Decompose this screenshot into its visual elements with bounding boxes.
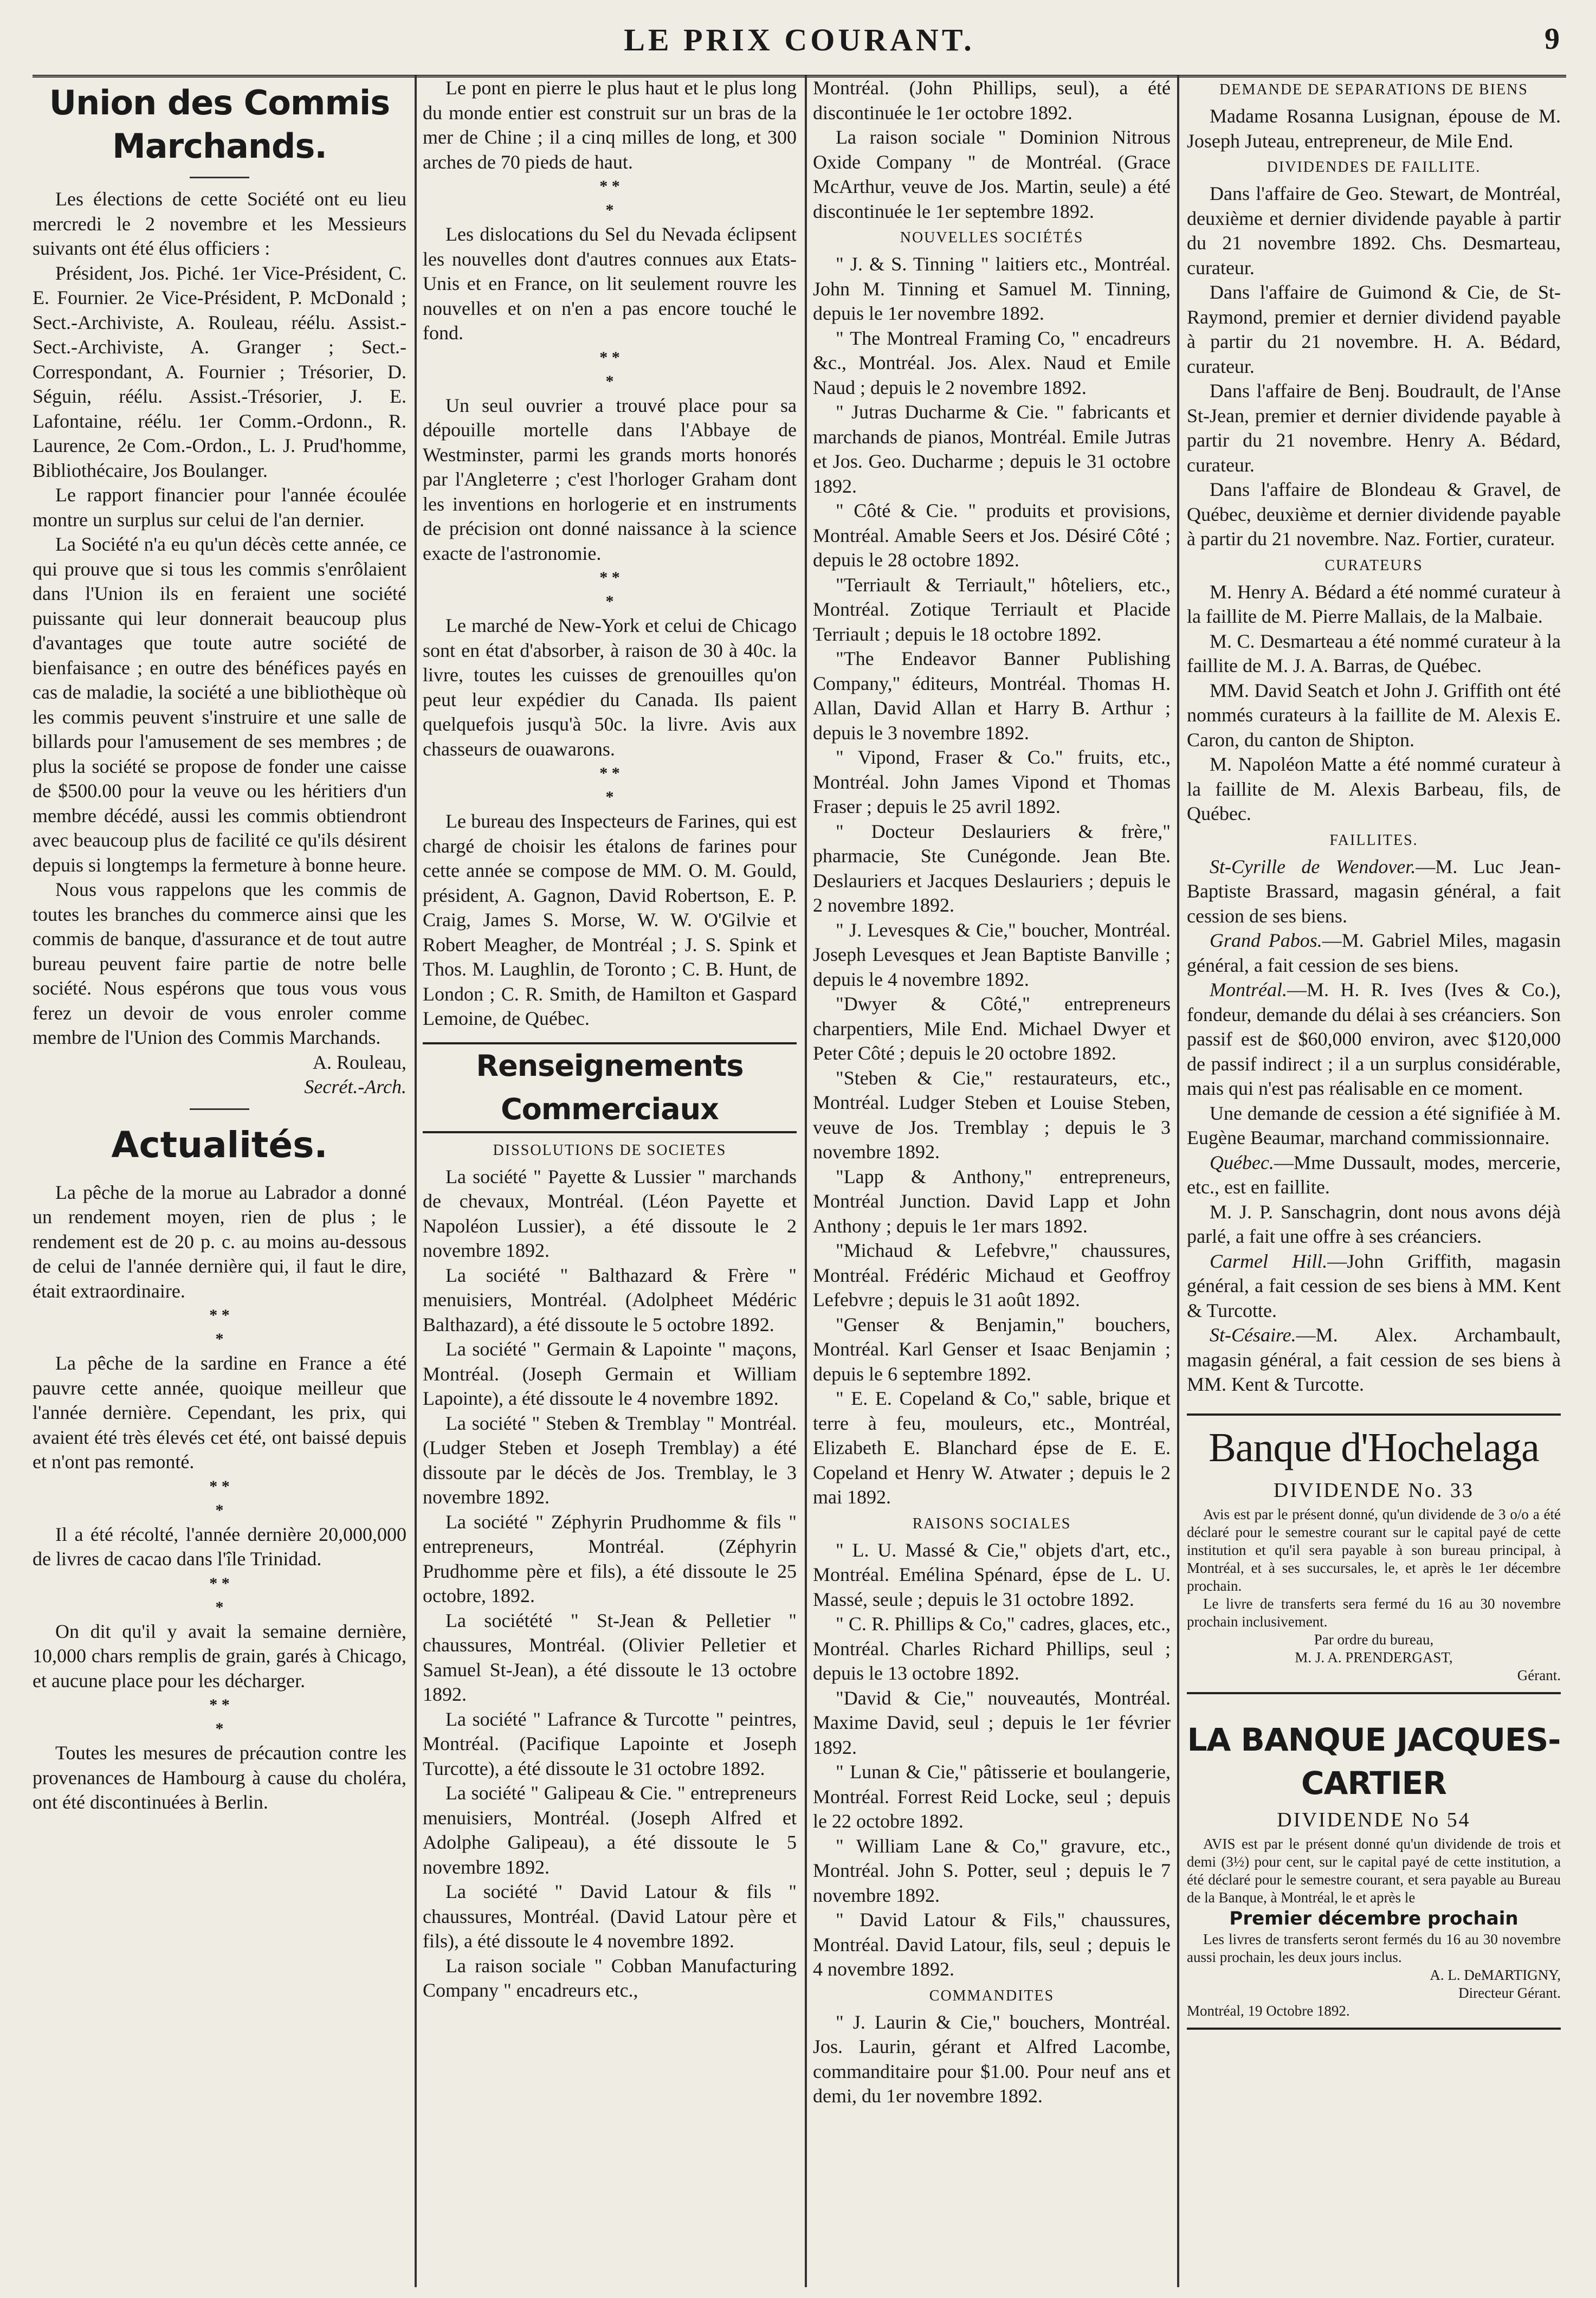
faillite-item: [1187, 928, 1561, 978]
dividend-item: Dans l'affaire de Benj. Boudrault, de l'Anse St-Jean, premier et dernier dividende payable à partir du 21 novembre. Henry A. Bédard, curateur.: [1187, 380, 1561, 476]
news-item: Il a été récolté, l'année dernière 20,000,000 de livres de cacao dans l'île Trinidad.: [33, 1523, 406, 1570]
column-rule: [1177, 76, 1179, 2287]
continued-item: Montréal. (John Phillips, seul), a été discontinuée le 1er octobre 1892.: [813, 77, 1171, 124]
column-rule: [415, 76, 417, 2287]
raison-sociale-item: " David Latour & Fils," chaussures, Montréal. David Latour, fils, seul ; depuis le 4 novembre 1892.: [813, 1909, 1171, 1980]
faillite-item: [1187, 1323, 1561, 1397]
faillite-item: [1187, 1249, 1561, 1324]
section-subheading: CURATEURS: [1324, 557, 1423, 574]
section-subheading: DEMANDE DE SEPARATIONS DE BIENS: [1219, 81, 1528, 98]
section-subheading: DISSOLUTIONS DE SOCIETES: [493, 1141, 727, 1159]
asterism-divider: * * *: [599, 177, 620, 219]
signer-role: Gérant.: [1517, 1667, 1561, 1683]
new-company-item: " The Montreal Framing Co, " encadreurs &c., Montréal. Jos. Alex. Naud et Emile Naud ; depuis le 2 novembre 1892.: [813, 327, 1171, 398]
signature-name: A. Rouleau,: [313, 1051, 406, 1073]
faillite-place: Québec.: [1210, 1151, 1274, 1173]
raison-sociale-item: "David & Cie," nouveautés, Montréal. Maxime David, seul ; depuis le 1er février 1892.: [813, 1687, 1171, 1758]
news-item: Les dislocations du Sel du Nevada éclipsent les nouvelles dont d'autres connues aux Etats-Unis et en France, on lit seulement rouvre les nouvelles et on n'en a pas encore touché le fond.: [423, 223, 797, 344]
raison-sociale-item: " William Lane & Co," gravure, etc., Montréal. John S. Potter, seul ; depuis le 7 novembre 1892.: [813, 1835, 1171, 1906]
dissolution-item: La société " David Latour & fils " chaussures, Montréal. (David Latour père et fils), a été dissoute le 4 novembre 1892.: [423, 1881, 797, 1952]
news-item: Le marché de New-York et celui de Chicago sont en état d'absorber, à raison de 30 à 40c. la livre, toutes les cuisses de grenouilles qu'on peut leur expédier du Canada. Ils paient quelquefois jusqu'à 50c. la livre. Avis aux chasseurs de ouawarons.: [423, 615, 797, 760]
faillite-item: [1187, 855, 1561, 929]
column-1: [33, 76, 414, 2287]
section-subheading: FAILLITES.: [1329, 831, 1418, 849]
news-item: Le pont en pierre le plus haut et le plus long du monde entier est construit sur un bras de la mer de Chine ; il a cinq milles de long, et 300 arches de 70 pieds de haut.: [423, 77, 797, 173]
faillite-place: St-Césaire.: [1210, 1324, 1296, 1346]
new-company-item: "Lapp & Anthony," entrepreneurs, Montréal Junction. David Lapp et John Anthony ; depuis le 1er mars 1892.: [813, 1165, 1171, 1237]
dissolution-item: La raison sociale " Dominion Nitrous Oxide Company " de Montréal. (Grace McArthur, veuve de Jos. Martin, seule) a été discontinuée le 1er septembre 1892.: [813, 126, 1171, 222]
news-item: On dit qu'il y avait la semaine dernière, 10,000 chars remplis de grain, garés à Chicago, et aucune place pour les décharger.: [33, 1620, 406, 1692]
ad-body: [1187, 1506, 1561, 1684]
dissolution-item: La sociétété " St-Jean & Pelletier " chaussures, Montréal. (Olivier Pelletier et Samuel St-Jean), a été dissoute le 13 octobre 1892.: [423, 1609, 797, 1705]
separation-item: Madame Rosanna Lusignan, épouse de M. Joseph Juteau, entrepreneur, de Mile End.: [1187, 105, 1561, 152]
dissolution-item: La société " Balthazard & Frère " menuisiers, Montréal. (Adolpheet Médéric Balthazard), a été dissoute le 5 octobre 1892.: [423, 1264, 797, 1335]
signer-role: Directeur Gérant.: [1458, 1984, 1561, 2001]
faillite-text: —M. Alex. Archambault, magasin général, a fait cession de ses biens à MM. Kent & Turcotte.: [1187, 1324, 1561, 1395]
signature-role: Secrét.-Arch.: [304, 1076, 406, 1098]
new-company-item: " J. Levesques & Cie," boucher, Montréal. Joseph Levesques et Jean Baptiste Banville ; depuis le 4 novembre 1892.: [813, 919, 1171, 990]
article-paragraph: Les élections de cette Société ont eu lieu mercredi le 2 novembre et les Messieurs suivants ont été élus officiers :: [33, 188, 406, 259]
faillite-text: Une demande de cession a été signifiée à M. Eugène Beaumar, marchand commissionnaire.: [1187, 1102, 1561, 1148]
raison-sociale-item: " Lunan & Cie," pâtisserie et boulangerie, Montréal. Forrest Reid Locke, seul ; depuis le 22 octobre 1892.: [813, 1761, 1171, 1832]
column-4: [1187, 76, 1561, 2287]
new-company-item: "Steben & Cie," restaurateurs, etc., Montréal. Ludger Steben et Louise Steben, veuve de Jos. Tremblay ; depuis le 3 novembre 1892.: [813, 1067, 1171, 1163]
ad-date: Montréal, 19 Octobre 1892.: [1187, 2002, 1350, 2019]
news-item: Toutes les mesures de précaution contre les provenances de Hambourg à cause du choléra, ont été discontinuées à Berlin.: [33, 1742, 406, 1813]
curator-item: M. Napoléon Matte a été nommé curateur à la faillite de M. Alexis Barbeau, fils, de Québec.: [1187, 753, 1561, 824]
dissolution-item: La raison sociale " Cobban Manufacturing Company " encadreurs etc.,: [423, 1954, 797, 2001]
curator-item: M. C. Desmarteau a été nommé curateur à la faillite de M. J. A. Barras, de Québec.: [1187, 630, 1561, 676]
faillite-item: [1187, 1151, 1561, 1200]
new-company-item: " J. & S. Tinning " laitiers etc., Montréal. John M. Tinning et Samuel M. Tinning, depuis le 1er novembre 1892.: [813, 253, 1171, 324]
banque-jacques-cartier-title: LA BANQUE JACQUES-CARTIER: [1187, 1721, 1561, 1802]
faillite-item: [1187, 1200, 1561, 1249]
new-company-item: "Dwyer & Côté," entrepreneurs charpentiers, Mile End. Michael Dwyer et Peter Côté ; depuis le 20 octobre 1892.: [813, 993, 1171, 1064]
ad-paragraph: Les livres de transferts seront fermés du 16 au 30 novembre aussi prochain, les deux jours inclus.: [1187, 1931, 1561, 1965]
column-rule: [805, 76, 807, 2287]
curator-item: MM. David Seatch et John J. Griffith ont été nommés curateurs à la faillite de M. Alexis E. Caron, du canton de Shipton.: [1187, 679, 1561, 751]
new-company-item: "Michaud & Lefebvre," chaussures, Montréal. Frédéric Michaud et Geoffroy Lefebvre ; depuis le 31 août 1892.: [813, 1240, 1171, 1311]
column-2: [423, 76, 797, 2287]
dissolution-item: La société " Steben & Tremblay " Montréal. (Ludger Steben et Joseph Tremblay) a été dissoute par le décès de Jos. Tremblay, le 3 novembre 1892.: [423, 1412, 797, 1508]
article-paragraph: Le rapport financier pour l'année écoulée montre un surplus sur celui de l'an dernier.: [33, 484, 406, 531]
actualites-heading: Actualités.: [111, 1124, 328, 1166]
new-company-item: " Vipond, Fraser & Co." fruits, etc., Montréal. John James Vipond et Thomas Fraser ; depuis le 25 avril 1892.: [813, 746, 1171, 817]
curator-item: M. Henry A. Bédard a été nommé curateur à la faillite de M. Pierre Mallais, de la Malbaie.: [1187, 580, 1561, 627]
raison-sociale-item: " C. R. Phillips & Co," cadres, glaces, etc., Montréal. Charles Richard Phillips, seul ; depuis le 13 octobre 1892.: [813, 1613, 1171, 1684]
faillite-item: [1187, 1101, 1561, 1151]
ad-body: [1187, 1835, 1561, 2020]
bank-hochelaga-ad: [1187, 1413, 1561, 1694]
section-subheading: DIVIDENDES DE FAILLITE.: [1267, 159, 1481, 176]
banque-jacques-cartier-ad: [1187, 1710, 1561, 2030]
asterism-divider: * * *: [599, 348, 620, 390]
new-company-item: "The Endeavor Banner Publishing Company," éditeurs, Montréal. Thomas H. Allan, David Allan et Harry B. Arthur ; depuis le 3 novembre 1892.: [813, 648, 1171, 744]
news-item: Un seul ouvrier a trouvé place pour sa dépouille mortelle dans l'Abbaye de Westminster, parmi les grands morts honorés par l'Angleterre ; c'est l'horloger Graham dont les inventions en horlogerie et en instruments de précision ont donné naissance à la science exacte de l'astronomie.: [423, 394, 797, 564]
section-subheading: NOUVELLES SOCIÉTÉS: [900, 229, 1084, 246]
dissolution-item: La société " Galipeau & Cie. " entrepreneurs menuisiers, Montréal. (Joseph Alfred et Adolphe Galipeau), a été dissoute le 5 novembre 1892.: [423, 1782, 797, 1878]
faillite-text: —M. Gabriel Miles, magasin général, a fait cession de ses biens.: [1187, 929, 1561, 976]
newspaper-title: LE PRIX COURANT.: [624, 22, 975, 57]
faillite-place: Grand Pabos.: [1210, 929, 1322, 951]
article-paragraph: Président, Jos. Piché. 1er Vice-Président, C. E. Fournier. 2e Vice-Président, P. McDonald ; Sect.-Archiviste, A. Rouleau, réélu. Assist.-Sect.-Archiviste, A. Granger ; Sect.-Correspondant, A. Fournier ; Trésorier, D. Séguin, réélu. Assist.-Trésorier, J. E. Lafontaine, réélu. 1er Comm.-Ordonn., R. Laurence, 2e Com.-Ordon., L. J. Prud'homme, Bibliothécaire, Jos Boulanger.: [33, 262, 406, 481]
dividend-number: DIVIDENDE No 54: [1277, 1808, 1471, 1831]
dissolution-item: La société " Germain & Lapointe " maçons, Montréal. (Joseph Germain et William Lapointe), a été dissoute le 4 novembre 1892.: [423, 1338, 797, 1409]
new-company-item: " Côté & Cie. " produits et provisions, Montréal. Amable Seers et Jos. Désiré Côté ; depuis le 28 octobre 1892.: [813, 500, 1171, 571]
page-number: 9: [1545, 22, 1560, 56]
divider: [190, 177, 249, 178]
section-subheading: COMMANDITES: [929, 1987, 1055, 2004]
faillite-text: —M. Luc Jean-Baptiste Brassard, magasin général, a fait cession de ses biens.: [1187, 855, 1561, 927]
new-company-item: " Jutras Ducharme & Cie. " fabricants et marchands de pianos, Montréal. Emile Jutras et Jos. Geo. Ducharme ; depuis le 31 octobre 1892.: [813, 401, 1171, 497]
ad-paragraph: Avis est par le présent donné, qu'un dividende de 3 o/o a été déclaré pour le semestre courant sur le capital payé de cette institution et qu'il sera payable à son bureau principal, à Montréal, et à ses succursales, le, et après le 1er décembre prochain.: [1187, 1506, 1561, 1594]
faillite-text: —John Griffith, magasin général, a fait cession de ses biens à MM. Kent & Turcotte.: [1187, 1250, 1561, 1321]
ad-paragraph: Le livre de transferts sera fermé du 16 au 30 novembre prochain inclusivement.: [1187, 1595, 1561, 1630]
by-order: Par ordre du bureau,: [1314, 1631, 1434, 1648]
page-header: [33, 10, 1566, 78]
column-3: [813, 76, 1171, 2287]
dissolution-item: La société " Lafrance & Turcotte " peintres, Montréal. (Pacifique Lapointe et Joseph Turcotte), a été dissoute le 31 octobre 1892.: [423, 1708, 797, 1779]
ad-paragraph: AVIS est par le présent donné qu'un dividende de trois et demi (3½) pour cent, sur le capital payé de cette institution, a été déclaré pour le semestre courant, et sera payable au Bureau de la Banque, à Montréal, le et après le: [1187, 1835, 1561, 1906]
new-company-item: " Docteur Deslauriers & frère," pharmacie, Ste Cunégonde. Jean Bte. Deslauriers et Jacques Deslauriers ; depuis le 2 novembre 1892.: [813, 820, 1171, 916]
asterism-divider: * * *: [209, 1574, 230, 1616]
divider: [190, 1108, 249, 1110]
dividend-item: Dans l'affaire de Guimond & Cie, de St-Raymond, premier et dernier dividend payable à partir du 21 novembre. H. A. Bédard, curateur.: [1187, 281, 1561, 377]
dissolution-item: La société " Payette & Lussier " marchands de chevaux, Montréal. (Léon Payette et Napoléon Lussier), a été dissoute le 2 novembre 1892.: [423, 1165, 797, 1261]
new-company-item: "Genser & Benjamin," bouchers, Montréal. Karl Genser et Isaac Benjamin ; depuis le 6 septembre 1892.: [813, 1313, 1171, 1385]
faillite-item: [1187, 978, 1561, 1101]
news-item: La pêche de la sardine en France a été pauvre cette année, quoique meilleur que l'année dernière. Cependant, les prix, qui avaient été très élevés cet été, ont baissé depuis et n'ont pas remonté.: [33, 1352, 406, 1473]
faillite-text: —M. H. R. Ives (Ives & Co.), fondeur, demande du délai à ses créanciers. Son passif est de $60,000 environ, avec $120,000 de passif indirect ; il a un surplus considérable, mais qui n'est pas réalisable en ce moment.: [1187, 979, 1561, 1099]
asterism-divider: * * *: [209, 1306, 230, 1348]
asterism-divider: * * *: [209, 1477, 230, 1519]
commandite-item: " J. Laurin & Cie," bouchers, Montréal. Jos. Laurin, gérant et Alfred Lacombe, commanditaire pour $1.00. Pour neuf ans et demi, du 1er novembre 1892.: [813, 2011, 1171, 2107]
bank-hochelaga-title: Banque d'Hochelaga: [1209, 1424, 1539, 1470]
section-subheading: RAISONS SOCIALES: [912, 1515, 1071, 1532]
dividend-item: Dans l'affaire de Geo. Stewart, de Montréal, deuxième et dernier dividende payable à partir du 21 novembre 1892. Chs. Desmarteau, curateur.: [1187, 183, 1561, 279]
signer-name: M. J. A. PRENDERGAST,: [1295, 1649, 1453, 1666]
news-item: La pêche de la morue au Labrador a donné un rendement moyen, rien de plus ; le rendement est de 20 p. c. au moins au-dessous de celui de l'année dernière qui, il faut le dire, était extraordinaire.: [33, 1181, 406, 1302]
raison-sociale-item: " L. U. Massé & Cie," objets d'art, etc., Montréal. Emélina Spénard, épse de L. U. Massé, seule ; depuis le 31 octobre 1892.: [813, 1539, 1171, 1610]
dissolution-item: La société " Zéphyrin Prudhomme & fils " entrepreneurs, Montréal. (Zéphyrin Prudhomme père et fils), a été dissoute le 25 octobre, 1892.: [423, 1511, 797, 1606]
dividend-number: DIVIDENDE No. 33: [1274, 1479, 1474, 1502]
union-heading: Union des Commis Marchands.: [49, 83, 390, 166]
asterism-divider: * * *: [599, 569, 620, 610]
faillite-text: —Mme Dussault, modes, mercerie, etc., est en faillite.: [1187, 1151, 1561, 1198]
new-company-item: "Terriault & Terriault," hôteliers, etc., Montréal. Zotique Terriault et Placide Terriault ; depuis le 18 octobre 1892.: [813, 573, 1171, 645]
dividend-item: Dans l'affaire de Blondeau & Gravel, de Québec, deuxième et dernier dividende payable à partir du 21 novembre. Naz. Fortier, curateur.: [1187, 479, 1561, 550]
faillite-place: Carmel Hill.: [1210, 1250, 1328, 1272]
signer-name: A. L. DeMARTIGNY,: [1430, 1966, 1561, 1983]
article-paragraph: Nous vous rappelons que les commis de toutes les branches du commerce ainsi que les commis de banque, d'assurance et de tout autre bureau peuvent faire partie de notre belle société. Nous espérons que tous vous vous ferez un devoir de vous enroler comme membre de l'Union des Commis Marchands.: [33, 879, 406, 1048]
faillite-place: St-Cyrille de Wendover.: [1210, 855, 1416, 877]
new-company-item: " E. E. Copeland & Co," sable, brique et terre à feu, mouleurs, etc., Montréal, Elizabeth E. Blanchard épse de E. E. Copeland et Henry W. Atwater ; depuis le 2 mai 1892.: [813, 1387, 1171, 1508]
premier-decembre: Premier décembre prochain: [1229, 1907, 1519, 1929]
asterism-divider: * * *: [599, 764, 620, 806]
asterism-divider: * * *: [209, 1696, 230, 1738]
faillite-text: M. J. P. Sanschagrin, dont nous avons déjà parlé, a fait une offre à ses créanciers.: [1187, 1200, 1561, 1247]
faillite-place: Montréal.: [1210, 979, 1287, 1000]
renseignements-heading: Renseignements Commerciaux: [423, 1042, 797, 1133]
news-item: Le bureau des Inspecteurs de Farines, qui est chargé de choisir les étalons de farines pour cette année se compose de MM. O. M. Gould, président, A. Gagnon, David Robertson, E. P. Craig, James S. Morse, W. W. O'Gilvie et Robert Meagher, de Montréal ; J. S. Spink et Thos. M. Laughlin, de Toronto ; C. B. Hunt, de London ; C. R. Smith, de Hamilton et Gaspard Lemoine, de Québec.: [423, 810, 797, 1029]
article-paragraph: La Société n'a eu qu'un décès cette année, ce qui prouve que si tous les commis s'enrôlaient dans l'Union ils en feraient une société puissante qui leur donnerait beaucoup plus d'avantages que toute autre société de bienfaisance ; en outre des bénéfices payés en cas de maladie, la société a une bibliothèque où les commis peuvent s'instruire et une salle de billards pour l'amusement de ses membres ; de plus la société se propose de fonder une caisse de $500.00 pour la veuve ou les héritiers d'un membre décédé, aussi les commis obtiendront avec beaucoup plus de facilité ce qu'ils désirent depuis si longtemps la fermeture à bonne heure.: [33, 533, 406, 876]
